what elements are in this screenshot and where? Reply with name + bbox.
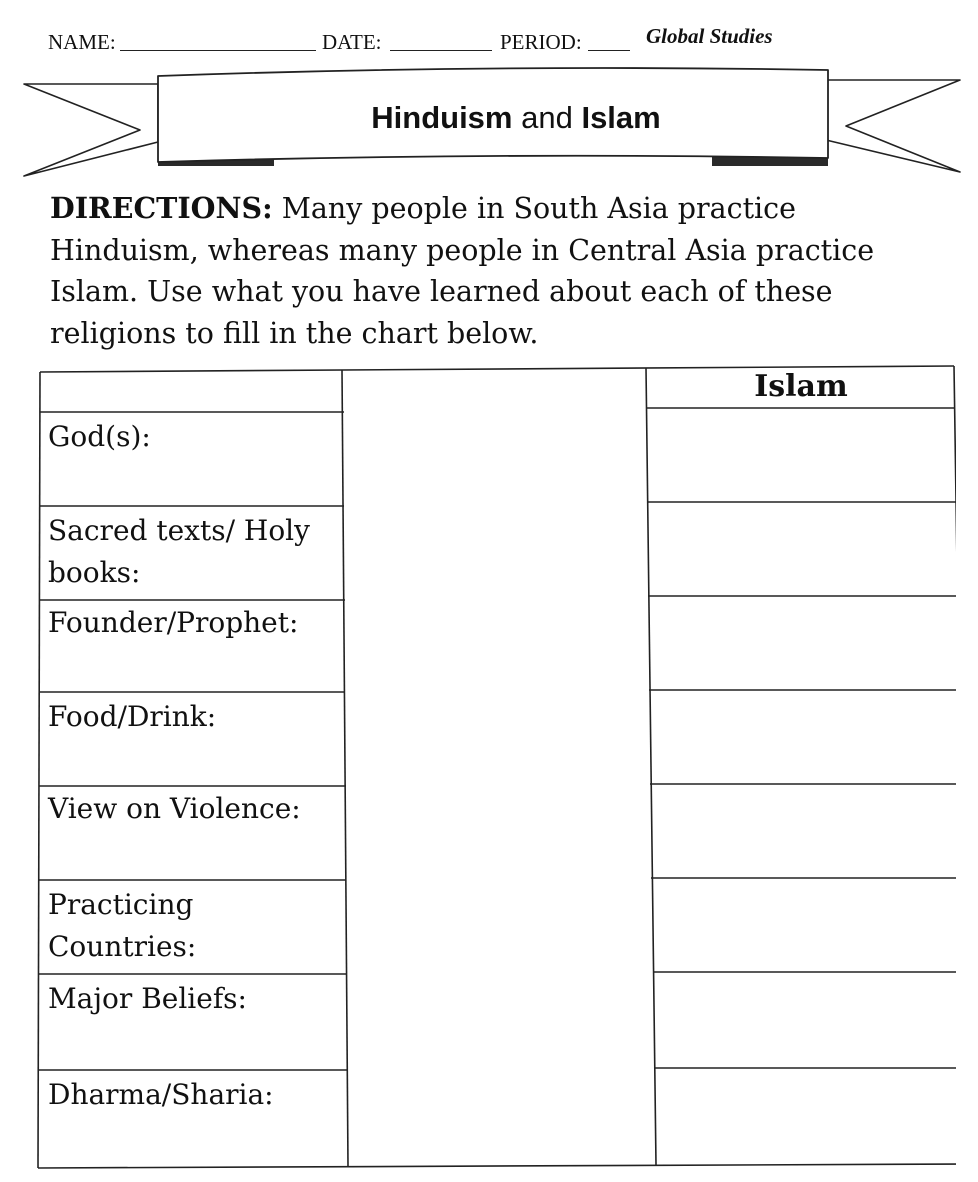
row-label-practicing-countries: Practicing Countries: bbox=[48, 888, 197, 963]
comparison-chart bbox=[36, 364, 956, 1170]
row-label-gods: God(s): bbox=[48, 420, 151, 453]
banner-title-islam: Islam bbox=[581, 100, 661, 135]
islam-answer-dharma-sharia[interactable] bbox=[657, 1070, 959, 1162]
period-label: PERIOD: bbox=[500, 30, 582, 54]
date-blank[interactable] bbox=[390, 50, 492, 51]
period-blank[interactable] bbox=[588, 50, 630, 51]
banner-title-hinduism: Hinduism bbox=[371, 100, 513, 135]
islam-answer-founder-prophet[interactable] bbox=[652, 598, 954, 688]
banner-title bbox=[182, 100, 850, 136]
column-header-islam: Islam bbox=[754, 369, 848, 404]
row-label-food-drink: Food/Drink: bbox=[48, 700, 217, 733]
date-label: DATE: bbox=[322, 30, 382, 54]
row-label-founder-prophet: Founder/Prophet: bbox=[48, 606, 299, 639]
islam-answer-gods[interactable] bbox=[650, 410, 952, 500]
directions-line-2: Hinduism, whereas many people in Central Asia practice bbox=[50, 233, 875, 267]
islam-answer-practicing-countries[interactable] bbox=[655, 880, 957, 970]
directions-label: DIRECTIONS: bbox=[50, 191, 273, 225]
worksheet-header bbox=[48, 24, 948, 56]
row-label-view-on-violence: View on Violence: bbox=[48, 792, 301, 825]
directions-line-1 bbox=[50, 188, 950, 230]
name-blank[interactable] bbox=[120, 50, 316, 51]
row-label-dharma-sharia: Dharma/Sharia: bbox=[48, 1078, 274, 1111]
directions-line-3: Islam. Use what you have learned about each of these bbox=[50, 275, 833, 308]
row-label-major-beliefs: Major Beliefs: bbox=[48, 982, 247, 1015]
banner-title-joiner: and bbox=[512, 100, 582, 135]
islam-answer-view-on-violence[interactable] bbox=[654, 786, 956, 876]
islam-answer-sacred-texts[interactable] bbox=[650, 504, 952, 594]
row-label-sacred-texts: Sacred texts/ Holy books: bbox=[48, 514, 310, 589]
islam-answer-food-drink[interactable] bbox=[653, 692, 955, 782]
islam-answer-major-beliefs[interactable] bbox=[656, 974, 958, 1066]
directions-line-4: religions to fill in the chart below. bbox=[50, 316, 539, 350]
directions-line-1-text: Many people in South Asia practice bbox=[272, 192, 796, 225]
name-label: NAME: bbox=[48, 30, 116, 54]
title-banner bbox=[22, 66, 962, 178]
hinduism-answer-column[interactable] bbox=[348, 372, 646, 1166]
course-name: Global Studies bbox=[646, 24, 773, 48]
directions-paragraph bbox=[50, 188, 950, 354]
